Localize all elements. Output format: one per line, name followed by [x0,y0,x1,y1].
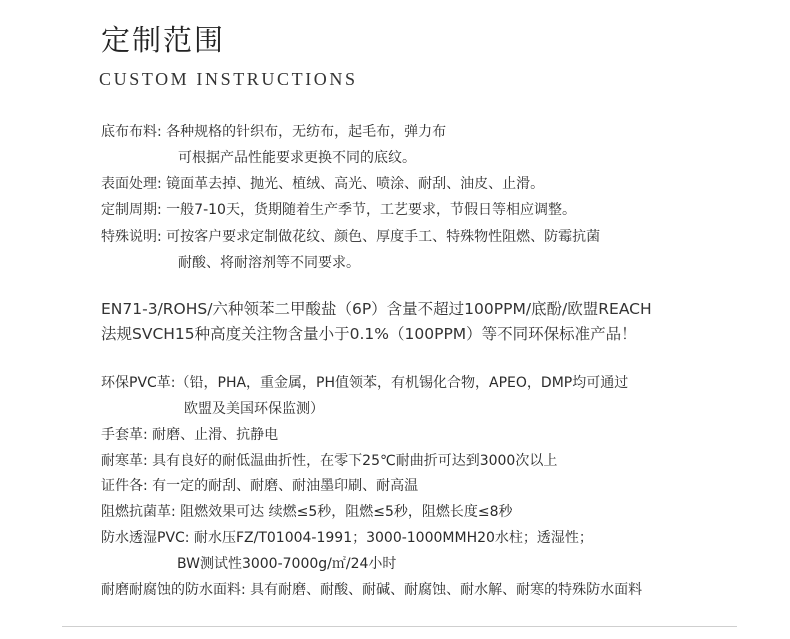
spec-text: 各种规格的针织布，无纺布，起毛布，弹力布 [166,124,447,140]
material-label: 证件各: [101,478,148,494]
material-label: 耐磨耐腐蚀的防水面料: [101,582,246,598]
material-text: 耐水压FZ/T01004-1991；3000-1000MMH20水柱；透湿性； [193,530,593,546]
material-label: 阻燃抗菌革: [101,504,176,520]
spec-row [101,121,446,141]
page-subtitle: CUSTOM INSTRUCTIONS [99,69,358,89]
material-text: 具有良好的耐低温曲折性，在零下25℃耐曲折可达到3000次以上 [152,453,558,469]
spec-text: 一般7-10天，货期随着生产季节，工艺要求，节假日等相应调整。 [166,202,576,218]
page-title: 定制范围 [101,23,226,57]
material-label: 环保PVC革: [101,375,176,391]
material-text: （铅，PHA，重金属，PH值领苯，有机锡化合物，APEO，DMP均可通过 [175,375,629,391]
compliance-line: EN71-3/ROHS/六种领苯二甲酸盐（6P）含量不超过100PPM/底酚/欧盟REACH [101,300,652,318]
spec-text: 可按客户要求定制做花纹、颜色、厚度手工、特殊物性阻燃、防霉抗菌 [166,229,601,245]
material-label: 手套革: [101,427,148,443]
spec-continuation: 可根据产品性能要求更换不同的底纹。 [178,150,416,166]
spec-row [101,173,544,193]
material-text: 有一定的耐刮、耐磨、耐油墨印刷、耐高温 [152,478,419,494]
spec-label: 底布布料: [101,124,162,140]
material-row [101,424,278,444]
spec-text: 镜面革去掉、抛光、植绒、高光、喷涂、耐刮、油皮、止滑。 [166,176,545,192]
material-label: 耐寒革: [101,453,148,469]
bottom-divider [62,626,737,627]
material-row [101,527,593,547]
material-text: 阻燃效果可达 续燃≤5秒，阻燃≤5秒，阻燃长度≤8秒 [180,504,513,520]
spec-label: 特殊说明: [101,229,162,245]
material-row [101,501,513,521]
material-label: 防水透湿PVC: [101,530,190,546]
material-row [101,372,628,392]
material-continuation: 欧盟及美国环保监测） [184,401,324,417]
compliance-line: 法规SVCH15种高度关注物含量小于0.1%（100PPM）等不同环保标准产品！ [101,325,637,343]
spec-label: 表面处理: [101,176,162,192]
material-row [101,450,557,470]
material-row [101,579,642,599]
material-row [101,475,418,495]
spec-continuation: 耐酸、将耐溶剂等不同要求。 [178,255,360,271]
spec-row [101,226,600,246]
material-text: 耐磨、止滑、抗静电 [152,427,279,443]
material-continuation: BW测试性3000-7000g/㎡/24小时 [177,556,397,572]
material-text: 具有耐磨、耐酸、耐碱、耐腐蚀、耐水解、耐寒的特殊防水面料 [250,582,643,598]
spec-row [101,199,576,219]
spec-label: 定制周期: [101,202,162,218]
